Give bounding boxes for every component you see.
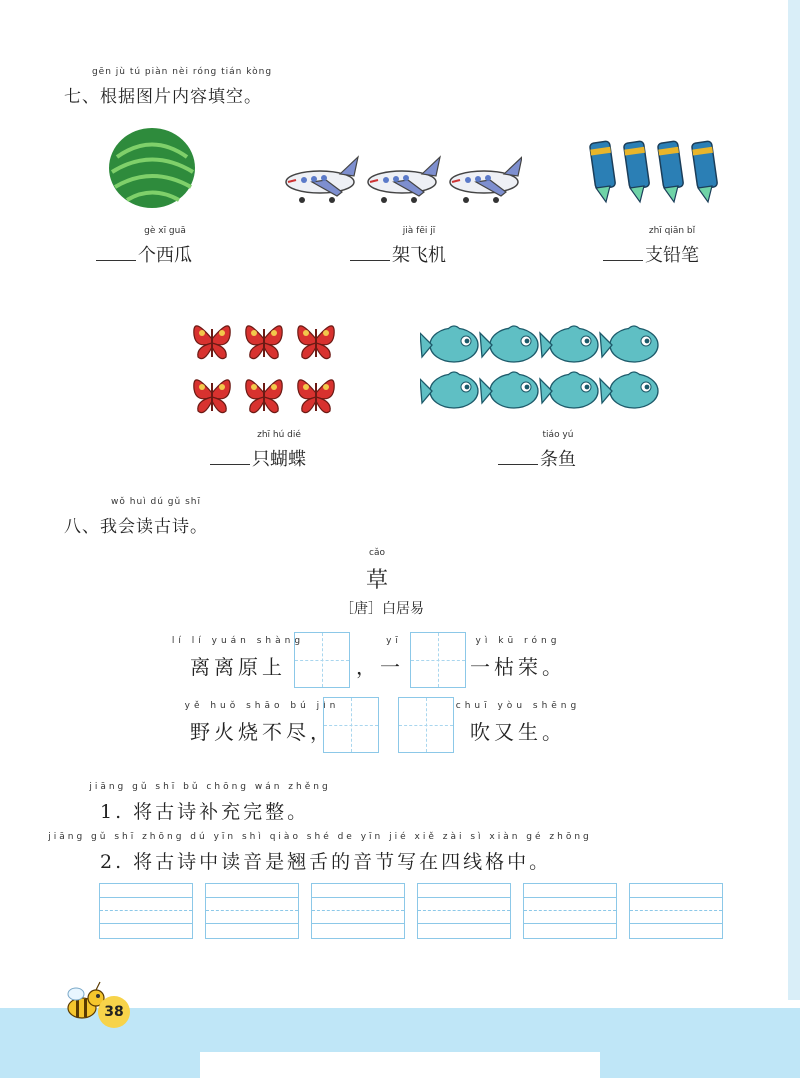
question-2 [48, 832, 592, 874]
poem-line2-part3 [455, 701, 581, 745]
section7-title [64, 67, 273, 107]
poem-pinyin: yě huǒ shāo bú jìn [184, 701, 340, 711]
tian-grid-box[interactable] [294, 632, 350, 688]
poem-line1-part3 [470, 636, 566, 680]
item-label: 只蝴蝶 [252, 449, 306, 470]
poem-title [366, 548, 389, 594]
poem-pinyin: chuī yòu shēng [455, 701, 581, 711]
item-pinyin: zhī hú dié [257, 430, 301, 440]
tian-grid-box[interactable] [323, 697, 379, 753]
poem-text: 离离原上 [190, 655, 286, 679]
poem-line1-part2 [356, 636, 404, 680]
four-line-grid[interactable] [417, 883, 511, 939]
four-line-grid[interactable] [311, 883, 405, 939]
poem-line2-part1 [184, 701, 340, 745]
page-edge [788, 0, 800, 1000]
poem-text: 吹又生。 [470, 720, 566, 744]
page-number-badge: 38 [98, 996, 130, 1028]
question-1 [89, 782, 331, 824]
poem-pinyin: yī [386, 636, 402, 646]
question-text: 2. 将古诗中读音是翘舌的音节写在四线格中。 [100, 851, 552, 873]
answer-blank[interactable] [498, 452, 538, 465]
item-pinyin: tiáo yú [542, 430, 574, 440]
section8-title-pinyin: wǒ huì dú gǔ shī [111, 497, 201, 507]
section8-title-text: 八、我会读古诗。 [64, 517, 208, 537]
question-text: 1. 将古诗补充完整。 [100, 801, 310, 823]
item-pinyin: jià fēi jī [402, 226, 436, 236]
section7-title-pinyin: gēn jù tú piàn nèi róng tián kòng [91, 67, 273, 77]
poem-title-pinyin: cǎo [369, 548, 385, 558]
pencil-icon [588, 138, 728, 206]
fish-icon [420, 323, 664, 418]
airplane-icon [282, 152, 522, 212]
poem-line1-part1 [171, 636, 305, 680]
poem-pinyin: lí lí yuán shàng [171, 636, 305, 646]
section7-title-text: 七、根据图片内容填空。 [64, 87, 262, 107]
tian-grid-box[interactable] [398, 697, 454, 753]
poem-pinyin: yì kū róng [475, 636, 561, 646]
poem-text: 野火烧不尽， [190, 720, 334, 744]
answer-blank[interactable] [210, 452, 250, 465]
item-label: 条鱼 [540, 449, 576, 470]
four-line-grid[interactable] [523, 883, 617, 939]
item-pinyin: zhī qiān bǐ [648, 226, 696, 236]
watermelon-icon [107, 127, 197, 209]
butterfly-icon [190, 315, 340, 420]
question-pinyin: jiāng gǔ shī zhōng dú yīn shì qiào shé de yīn jié xiě zài sì xiàn gé zhōng [48, 832, 592, 842]
footer-paper-strip [200, 1052, 600, 1078]
tian-grid-box[interactable] [410, 632, 466, 688]
answer-blank[interactable] [603, 248, 643, 261]
poem-text: 一枯荣。 [470, 655, 566, 679]
poem-author: ［唐］白居易 [340, 601, 424, 617]
four-line-grid[interactable] [629, 883, 723, 939]
four-line-grid[interactable] [205, 883, 299, 939]
four-line-grid[interactable] [99, 883, 193, 939]
fill-item-airplane [350, 226, 446, 267]
answer-blank[interactable] [350, 248, 390, 261]
poem-title-text: 草 [366, 568, 389, 593]
fill-item-pencil [603, 226, 699, 267]
item-label: 支铅笔 [645, 245, 699, 266]
item-label: 架飞机 [392, 245, 446, 266]
section8-title [64, 497, 208, 537]
poem-text: ，一 [356, 655, 404, 679]
fill-item-watermelon [96, 226, 192, 267]
item-label: 个西瓜 [138, 245, 192, 266]
answer-blank[interactable] [96, 248, 136, 261]
item-pinyin: gè xī guā [144, 226, 186, 236]
fill-item-butterfly [210, 430, 306, 471]
question-pinyin: jiāng gǔ shī bǔ chōng wán zhěng [89, 782, 331, 792]
fill-item-fish [498, 430, 576, 471]
